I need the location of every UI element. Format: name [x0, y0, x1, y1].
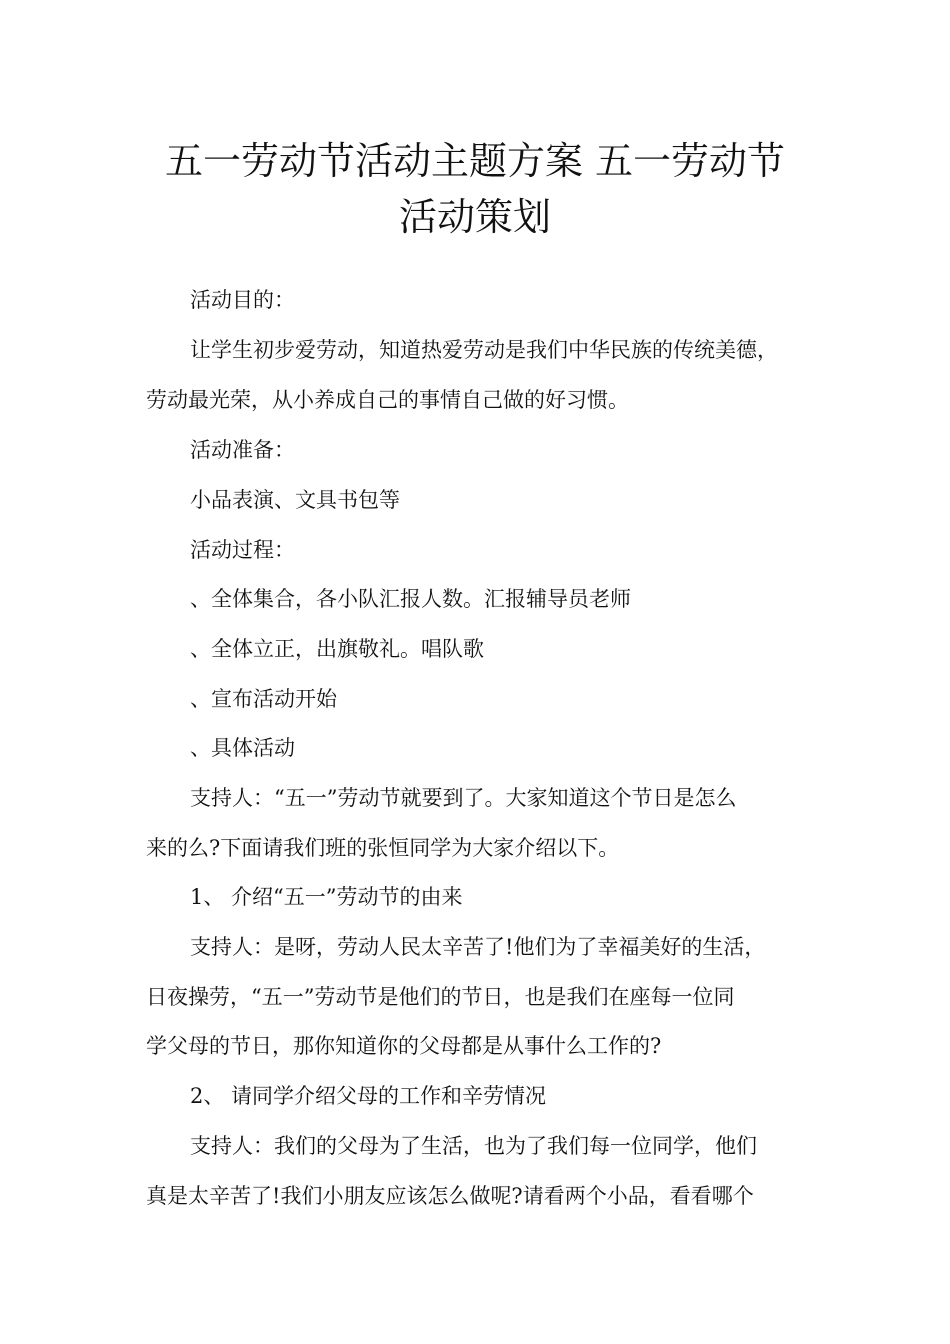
paragraph-line: 活动目的：	[190, 288, 295, 312]
paragraph-line: 学父母的节日，那你知道你的父母都是从事什么工作的?	[146, 1034, 662, 1058]
paragraph-line: 活动过程：	[190, 538, 295, 562]
paragraph-line: 小品表演、文具书包等	[190, 488, 400, 512]
document-title-line-1: 五一劳动节活动主题方案 五一劳动节	[164, 139, 786, 183]
paragraph-line: 支持人：“五一”劳动节就要到了。大家知道这个节日是怎么	[190, 786, 737, 810]
paragraph-line: 真是太辛苦了!我们小朋友应该怎么做呢?请看两个小品，看看哪个	[146, 1184, 754, 1208]
paragraph-line: 、全体集合，各小队汇报人数。汇报辅导员老师	[190, 587, 631, 611]
paragraph-line: 日夜操劳，“五一”劳动节是他们的节日，也是我们在座每一位同	[146, 985, 735, 1009]
paragraph-line: 劳动最光荣，从小养成自己的事情自己做的好习惯。	[146, 388, 629, 412]
paragraph-line: 、具体活动	[190, 736, 295, 760]
paragraph-line: 1、 介绍“五一”劳动节的由来	[190, 885, 463, 909]
paragraph-line: 、宣布活动开始	[190, 687, 337, 711]
paragraph-line: 来的么?下面请我们班的张恒同学为大家介绍以下。	[146, 836, 620, 860]
paragraph-line: 让学生初步爱劳动，知道热爱劳动是我们中华民族的传统美德，	[190, 338, 778, 362]
paragraph-line: 活动准备：	[190, 438, 295, 462]
paragraph-line: 、全体立正，出旗敬礼。唱队歌	[190, 637, 484, 661]
paragraph-line: 支持人：我们的父母为了生活，也为了我们每一位同学，他们	[190, 1134, 757, 1158]
paragraph-line: 2、 请同学介绍父母的工作和辛劳情况	[190, 1084, 547, 1108]
document-title-line-2: 活动策划	[398, 195, 551, 239]
paragraph-line: 支持人：是呀，劳动人民太辛苦了!他们为了幸福美好的生活，	[190, 935, 766, 959]
